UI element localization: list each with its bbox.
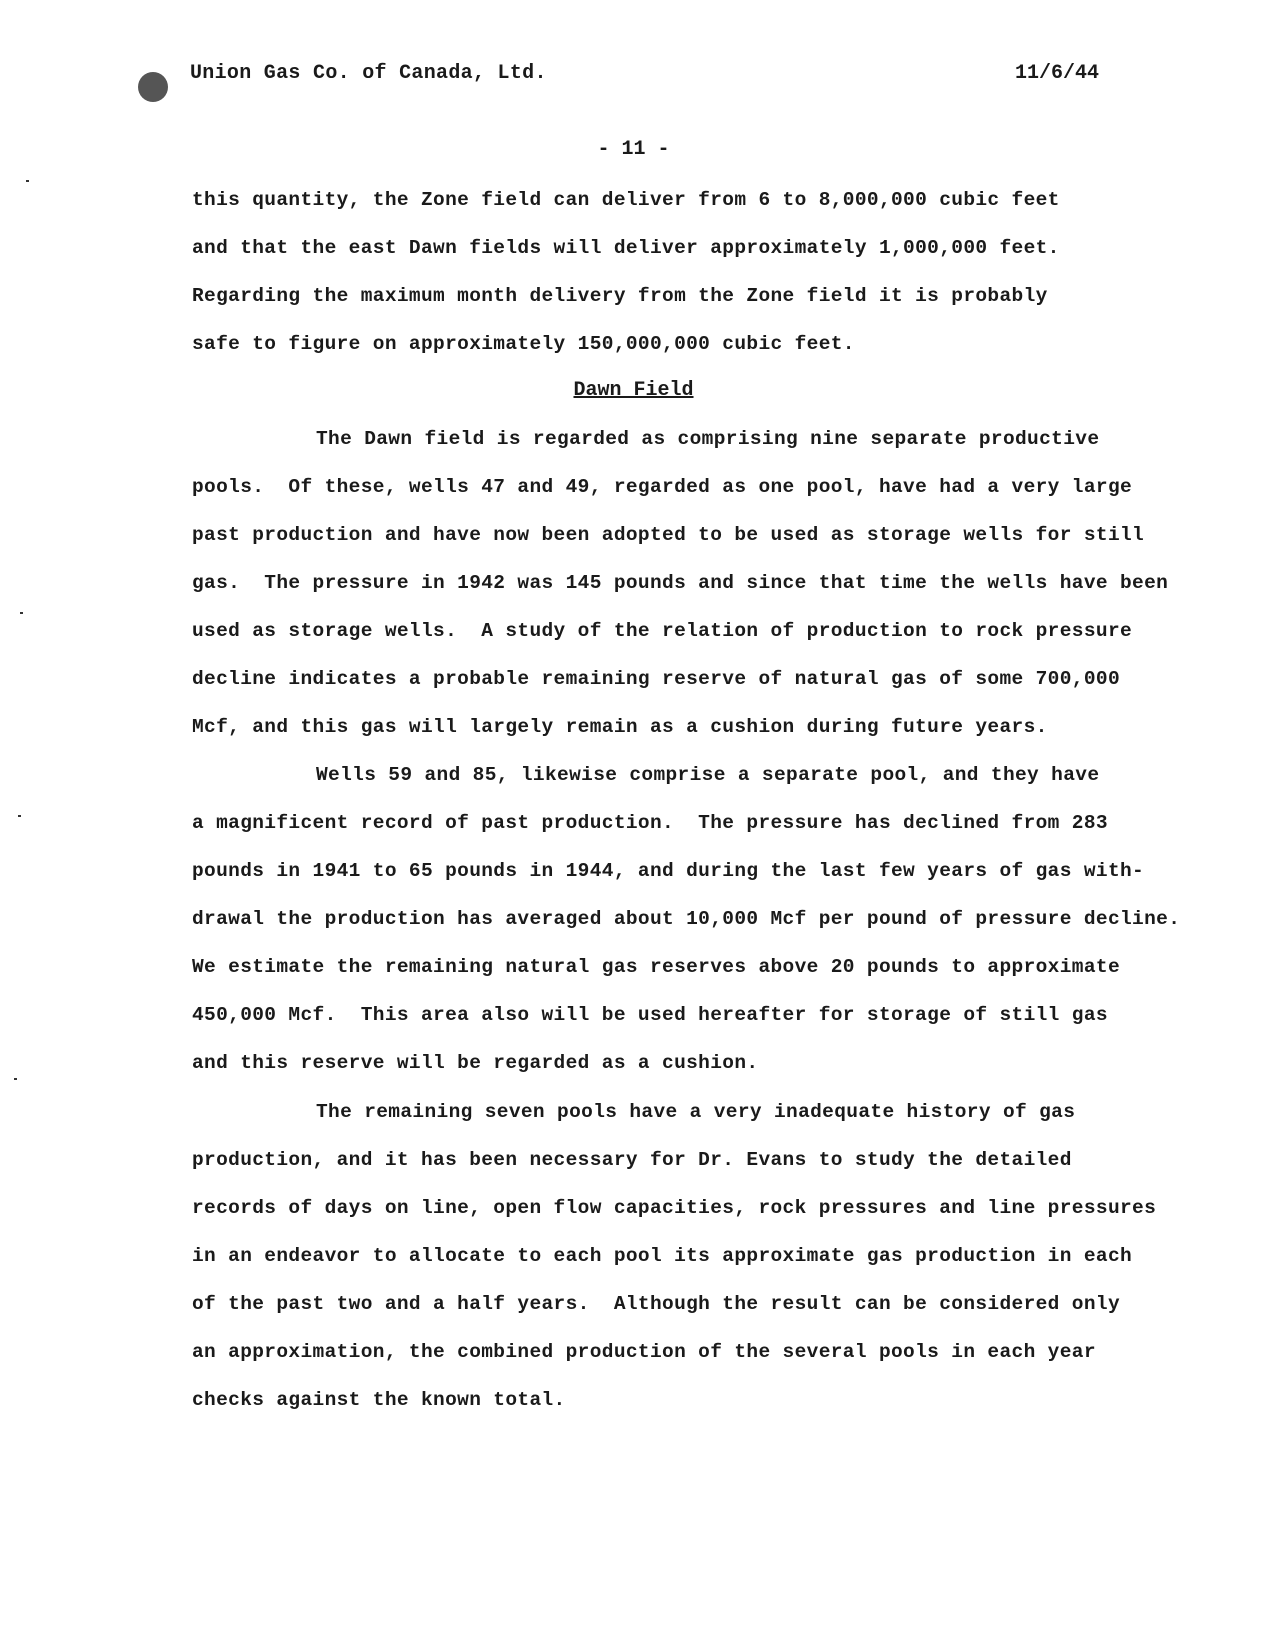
text-line: Regarding the maximum month delivery from the Zone field it is probably	[192, 285, 1048, 307]
margin-speck	[26, 180, 29, 182]
text-line: Mcf, and this gas will largely remain as a cushion during future years.	[192, 716, 1048, 738]
text-line: pools. Of these, wells 47 and 49, regarded as one pool, have had a very large	[192, 476, 1133, 498]
text-line: 450,000 Mcf. This area also will be used hereafter for storage of still gas	[192, 1004, 1108, 1026]
text-line: an approximation, the combined production of the several pools in each year	[192, 1341, 1096, 1363]
text-line: production, and it has been necessary for Dr. Evans to study the detailed	[192, 1149, 1072, 1171]
text-line: decline indicates a probable remaining reserve of natural gas of some 700,000	[192, 668, 1120, 690]
text-line: in an endeavor to allocate to each pool its approximate gas production in each	[192, 1245, 1133, 1267]
text-line: gas. The pressure in 1942 was 145 pounds and since that time the wells have been	[192, 572, 1169, 594]
company-name: Union Gas Co. of Canada, Ltd.	[190, 62, 547, 85]
page-number: - 11 -	[597, 138, 670, 161]
text-line: safe to figure on approximately 150,000,000 cubic feet.	[192, 333, 855, 355]
text-line: The remaining seven pools have a very inadequate history of gas	[316, 1101, 1076, 1123]
text-line: records of days on line, open flow capacities, rock pressures and line pressures	[192, 1197, 1157, 1219]
text-line: of the past two and a half years. Although the result can be considered only	[192, 1293, 1120, 1315]
text-line: Wells 59 and 85, likewise comprise a separate pool, and they have	[316, 764, 1100, 786]
text-line: a magnificent record of past production. The pressure has declined from 283	[192, 812, 1108, 834]
text-line: drawal the production has averaged about 10,000 Mcf per pound of pressure decline.	[192, 908, 1181, 930]
margin-speck	[14, 1078, 17, 1080]
text-line: used as storage wells. A study of the relation of production to rock pressure	[192, 620, 1133, 642]
text-line: and that the east Dawn fields will deliver approximately 1,000,000 feet.	[192, 237, 1060, 259]
text-line: checks against the known total.	[192, 1389, 566, 1411]
text-line: The Dawn field is regarded as comprising nine separate productive	[316, 428, 1100, 450]
text-line: We estimate the remaining natural gas reserves above 20 pounds to approximate	[192, 956, 1120, 978]
text-line: and this reserve will be regarded as a cushion.	[192, 1052, 759, 1074]
punch-hole	[138, 72, 168, 102]
section-heading: Dawn Field	[573, 379, 694, 402]
margin-speck	[20, 612, 23, 614]
document-date: 11/6/44	[1014, 62, 1099, 85]
text-line: past production and have now been adopted to be used as storage wells for still	[192, 524, 1145, 546]
margin-speck	[18, 815, 21, 817]
text-line: pounds in 1941 to 65 pounds in 1944, and during the last few years of gas with-	[192, 860, 1145, 882]
text-line: this quantity, the Zone field can deliver from 6 to 8,000,000 cubic feet	[192, 189, 1060, 211]
